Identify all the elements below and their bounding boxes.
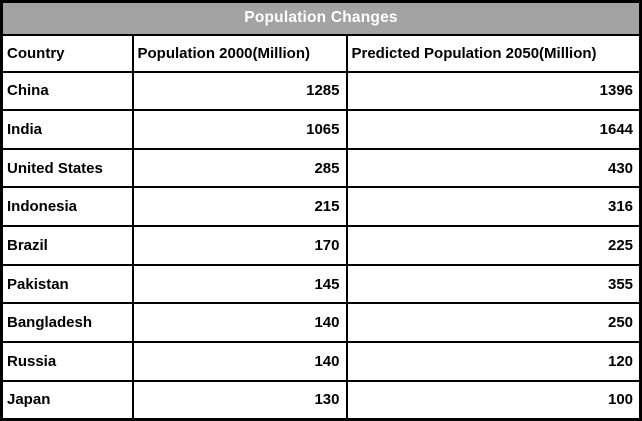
table-row (2, 342, 641, 381)
country-name: Pakistan (2, 265, 133, 304)
country-name: Japan (2, 381, 133, 420)
pop2000-value: 215 (133, 187, 347, 226)
pop2050-value: 1644 (347, 110, 641, 149)
pop2050-value: 430 (347, 149, 641, 188)
country-name: Indonesia (2, 187, 133, 226)
country-name: United States (2, 149, 133, 188)
country-name: Brazil (2, 226, 133, 265)
pop2000-value: 1285 (133, 72, 347, 111)
table-row (2, 110, 641, 149)
pop2050-value: 250 (347, 303, 641, 342)
table-row (2, 226, 641, 265)
pop2000-value: 140 (133, 303, 347, 342)
column-header-country: Country (2, 35, 133, 72)
pop2000-value: 130 (133, 381, 347, 420)
table-row (2, 265, 641, 304)
pop2050-value: 100 (347, 381, 641, 420)
table-header-row (2, 35, 641, 72)
country-name: India (2, 110, 133, 149)
pop2050-value: 225 (347, 226, 641, 265)
table-row (2, 303, 641, 342)
pop2000-value: 170 (133, 226, 347, 265)
table-row (2, 187, 641, 226)
country-name: China (2, 72, 133, 111)
table-title-row (2, 2, 641, 35)
country-name: Bangladesh (2, 303, 133, 342)
pop2000-value: 285 (133, 149, 347, 188)
pop2050-value: 355 (347, 265, 641, 304)
table-row (2, 149, 641, 188)
column-header-pop2000: Population 2000(Million) (133, 35, 347, 72)
pop2000-value: 145 (133, 265, 347, 304)
pop2050-value: 316 (347, 187, 641, 226)
pop2000-value: 1065 (133, 110, 347, 149)
table-title: Population Changes (2, 2, 641, 35)
table-row (2, 72, 641, 111)
column-header-pop2050: Predicted Population 2050(Million) (347, 35, 641, 72)
table-row (2, 381, 641, 420)
pop2050-value: 120 (347, 342, 641, 381)
pop2000-value: 140 (133, 342, 347, 381)
country-name: Russia (2, 342, 133, 381)
pop2050-value: 1396 (347, 72, 641, 111)
